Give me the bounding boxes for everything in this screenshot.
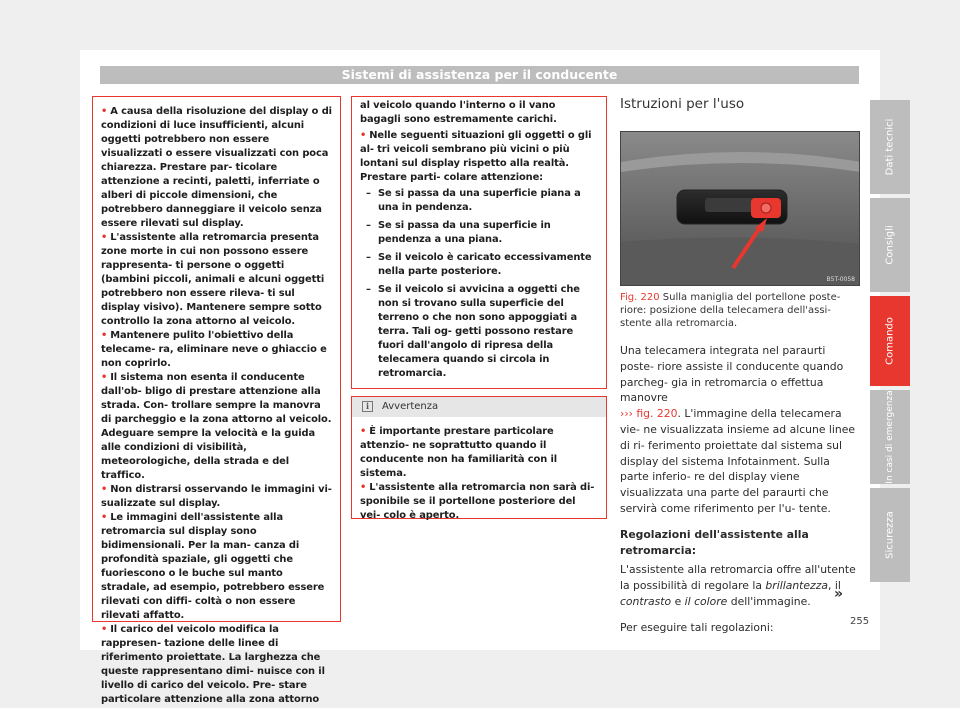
bullet-item: • Mantenere pulito l'obiettivo della telecame- ra, eliminare neve o ghiaccio e non coprirlo. [101, 330, 327, 369]
warning-box-1 [92, 96, 341, 705]
dash-item: – Se si passa da una superficie in pendenza a una piana. [366, 220, 551, 245]
side-tab-comando[interactable]: Comando [870, 296, 910, 386]
bullet-icon: • [101, 232, 108, 243]
bullet-item: • A causa della risoluzione del display o di condizioni di luce insufficienti, alcuni oggetti potrebbero non essere visualizzati o essere visualizzati con poca chiarezza. Prestare par- ticolare attenzione a recinti, paletti, inferriate o alberi di piccole dimensioni, che potrebbero danneggiare il veicolo senza essere rilevati sul display. [101, 106, 332, 229]
bullet-item: • Non distrarsi osservando le immagini vi- sualizzate sul display. [101, 484, 332, 509]
figure-caption: Fig. 220 Sulla maniglia del portellone poste- riore: posizione della telecamera dell'assi- stente alla retromarcia. [620, 292, 841, 329]
continuation-text: al veicolo quando l'interno o il vano bagagli sono estremamente carichi. [360, 100, 557, 125]
side-tab-sicurezza[interactable]: Sicurezza [870, 488, 910, 582]
bullet-item: • L'assistente alla retromarcia non sarà di- sponibile se il portellone posteriore del vei- colo è aperto. [360, 482, 595, 521]
dash-list [360, 187, 598, 381]
warning-box-2 [351, 96, 607, 389]
figure-camera-handle [620, 131, 860, 286]
dash-item: – Se si passa da una superficie piana a una in pendenza. [366, 188, 581, 213]
paragraph: L'assistente alla retromarcia offre all'utente la possibilità di regolare la brillantezza, il contrasto e il colore dell'immagine. [620, 563, 856, 608]
continue-arrow-icon: » [834, 586, 844, 602]
side-tab-in-casi-di-emergenza[interactable]: In casi di emergenza [870, 390, 910, 484]
subheading: Regolazioni dell'assistente alla retromarcia: [620, 527, 809, 557]
figure-code: B5T-0058 [826, 276, 855, 283]
bullet-icon: • [101, 512, 108, 523]
paragraph: Una telecamera integrata nel paraurti poste- riore assiste il conducente quando parcheg- gia in retromarcia o effettua manovre ››› fig. 220. L'immagine della telecamera vie- ne visualizzata insieme ad alcune linee di ri- ferimento proiettate dal sistema sul display del sistema Infotainment. Sulla parte inferio- re del display viene visualizzata una parte del paraurti che servirà come riferimento per l'u- tente. [620, 344, 856, 515]
figure-link[interactable]: ››› fig. 220 [620, 407, 678, 421]
section-title: Istruzioni per l'uso [620, 96, 745, 112]
bullet-icon: • [101, 330, 108, 341]
side-tab-dati-tecnici[interactable]: Dati tecnici [870, 100, 910, 194]
bullet-icon: • [101, 372, 108, 383]
bullet-icon: • [101, 106, 108, 117]
page-header: Sistemi di assistenza per il conducente [100, 66, 859, 84]
dash-item: – Se il veicolo è caricato eccessivamente nella parte posteriore. [366, 252, 592, 277]
bullet-item: • È importante prestare particolare attenzio- ne soprattutto quando il conducente non ha familiarità con il sistema. [360, 426, 558, 479]
body-text [620, 343, 860, 646]
bullet-icon: • [360, 482, 367, 493]
bullet-item: • Le immagini dell'assistente alla retromarcia sul display sono bidimensionali. Per la man- canza di profondità spaziale, gli oggetti che fuoriescono o le buche sul manto stradale, ad esempio, potrebbero essere rilevati con diffi- coltà o non essere rilevati affatto. [101, 512, 325, 621]
paragraph: Per eseguire tali regolazioni: [620, 620, 774, 634]
info-icon: i [362, 401, 373, 412]
side-tab-consigli[interactable]: Consigli [870, 198, 910, 292]
bullet-item: • L'assistente alla retromarcia presenta zone morte in cui non possono essere rappresenta- ti persone o oggetti (bambini piccoli, animali e alcuni oggetti potrebbero non essere rileva- ti sul display visivo). Mantenere sempre sotto controllo la zona attorno al veicolo. [101, 232, 325, 327]
bullet-icon: • [360, 426, 367, 437]
bullet-item: • Il sistema non esenta il conducente dall'ob- bligo di prestare attenzione alla strada. Con- trollare sempre la manovra di parcheggio e la zona attorno al veicolo. Adeguare sempre la velocità e la guida alle condizioni di visibilità, meteorologiche, della strada e del traffico. [101, 372, 332, 481]
bullet-icon: • [101, 484, 108, 495]
note-header: i Avvertenza [352, 397, 606, 417]
dash-item: – Se il veicolo si avvicina a oggetti che non si trovano sulla superficie del terreno o che non sono appoggiati a terra. Tali og- getti possono restare fuori dall'angolo di ripresa della telecamera quando si circola in retromarcia. [366, 284, 580, 379]
note-box [351, 396, 607, 519]
bullet-icon: • [101, 624, 108, 635]
bullet-icon: • [360, 130, 367, 141]
page-number: 255 [850, 616, 870, 627]
bullet-item: • Nelle seguenti situazioni gli oggetti o gli al- tri veicoli sembrano più vicini o più lontani sul display rispetto alla realtà. Prestare parti- colare attenzione: [360, 130, 592, 183]
camera-handle-illustration [621, 132, 860, 286]
bullet-item: • Il carico del veicolo modifica la rappresen- tazione delle linee di riferimento proiettate. La larghezza che queste rappresentano dimi- nuisce con il livello di carico del veicolo. Pre- stare particolare attenzione alla zona attorno [101, 624, 325, 705]
